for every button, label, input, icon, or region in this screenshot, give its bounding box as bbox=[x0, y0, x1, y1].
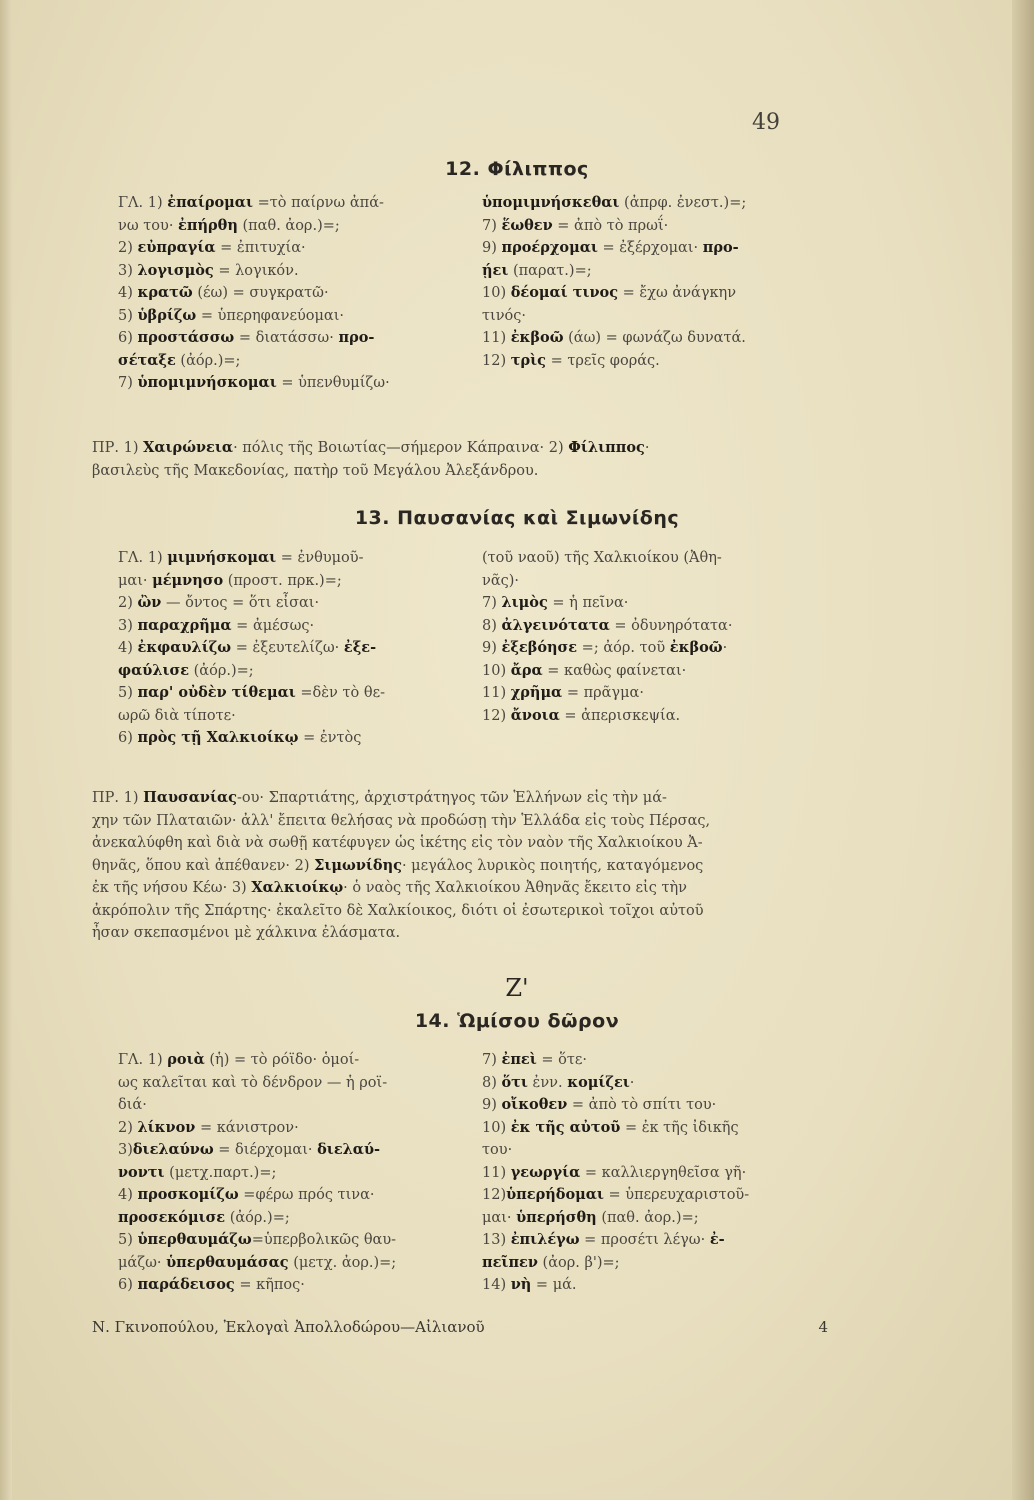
text-line: 2) ὢν — ὄντος = ὅτι εἶσαι· bbox=[118, 594, 320, 611]
text-line: βασιλεὺς τῆς Μακεδονίας, πατὴρ τοῦ Μεγάλου Ἀλεξάνδρου. bbox=[92, 462, 539, 479]
text-line: ΓΛ. 1) μιμνήσκομαι = ἐνθυμοῦ- bbox=[118, 549, 364, 566]
text-line: 13) ἐπιλέγω = προσέτι λέγω· ἐ- bbox=[482, 1231, 725, 1248]
text-line: σέταξε (ἀόρ.)=; bbox=[118, 351, 241, 369]
page-footer bbox=[92, 1318, 828, 1336]
text-line: 5) ὑβρίζω = ὑπερηφανεύομαι· bbox=[118, 306, 345, 324]
text-line: νω του· ἐπήρθη (παθ. ἀορ.)=; bbox=[118, 216, 340, 234]
section-14-right-column bbox=[482, 1049, 828, 1297]
text-line: 3) παραχρῆμα = ἀμέσως· bbox=[118, 616, 315, 634]
text-line: 11) γεωργία = καλλιεργηθεῖσα γῆ· bbox=[482, 1163, 747, 1181]
text-line: ωρῶ διὰ τίποτε· bbox=[118, 707, 236, 724]
text-line: 5) παρ' οὐδὲν τίθεμαι =δὲν τὸ θε- bbox=[118, 684, 385, 701]
text-line: 8) ὅτι ἐνν. κομίζει· bbox=[482, 1073, 635, 1091]
chapter-mark: Ζ' bbox=[505, 974, 529, 1002]
section-13-notes bbox=[92, 787, 828, 945]
text-line: 12)ὑπερήδομαι = ὑπερευχαριστοῦ- bbox=[482, 1186, 750, 1203]
footer-text: Ν. Γκινοπούλου, Ἐκλογαὶ Ἀπολλοδώρου—Αἰλιανοῦ bbox=[92, 1318, 485, 1336]
section-12-notes bbox=[92, 437, 828, 482]
text-line: 7) λιμὸς = ἡ πεῖνα· bbox=[482, 594, 629, 611]
text-line: 10) ἄρα = καθὼς φαίνεται· bbox=[482, 661, 687, 679]
text-line: 6) πρὸς τῇ Χαλκιοίκῳ = ἐντὸς bbox=[118, 729, 362, 746]
section-12-right-column bbox=[482, 192, 828, 372]
text-line: 4) κρατῶ (έω) = συγκρατῶ· bbox=[118, 284, 329, 301]
footer-signature: 4 bbox=[818, 1318, 828, 1336]
text-line: του· bbox=[482, 1142, 513, 1158]
text-line: 7) ἐπεὶ = ὅτε· bbox=[482, 1051, 588, 1068]
text-line: ΠΡ. 1) Παυσανίας-ου· Σπαρτιάτης, ἀρχιστράτηγος τῶν Ἑλλήνων εἰς τὴν μά- bbox=[92, 789, 667, 806]
text-line: 12) ἄνοια = ἀπερισκεψία. bbox=[482, 706, 681, 724]
section-12-title: 12. Φίλιππος bbox=[445, 158, 589, 180]
section-14-left-column bbox=[118, 1049, 456, 1297]
text-line: 7) ἕωθεν = ἀπὸ τὸ πρωΐ· bbox=[482, 216, 669, 234]
text-line: τινός· bbox=[482, 307, 526, 324]
text-line: 4) ἐκφαυλίζω = ἐξευτελίζω· ἐξε- bbox=[118, 639, 377, 656]
text-line: 7) ὑπομιμνήσκομαι = ὑπενθυμίζω· bbox=[118, 374, 390, 391]
text-line: 9) προέρχομαι = ἐξέρχομαι· προ- bbox=[482, 239, 739, 256]
text-line: πεῖπεν (ἀορ. β')=; bbox=[482, 1253, 620, 1271]
text-line: μαι· ὑπερήσθη (παθ. ἀορ.)=; bbox=[482, 1208, 699, 1226]
text-line: διά· bbox=[118, 1097, 147, 1113]
text-line: ἐκ τῆς νήσου Κέω· 3) Χαλκιοίκῳ· ὁ ναὸς τῆς Χαλκιοίκου Ἀθηνᾶς ἔκειτο εἰς τὴν bbox=[92, 879, 687, 896]
text-line: μάζω· ὑπερθαυμάσας (μετχ. ἀορ.)=; bbox=[118, 1253, 397, 1271]
text-line: 6) παράδεισος = κῆπος· bbox=[118, 1276, 305, 1293]
page-right-edge bbox=[1012, 0, 1034, 1500]
text-line: 3)διελαύνω = διέρχομαι· διελαύ- bbox=[118, 1141, 381, 1158]
text-line: ἀνεκαλύφθη καὶ διὰ νὰ σωθῇ κατέφυγεν ὡς ἱκέτης εἰς τὸν ναὸν τῆς Χαλκιοίκου Ἀ- bbox=[92, 835, 703, 851]
text-line: ἦσαν σκεπασμένοι μὲ χάλκινα ἐλάσματα. bbox=[92, 925, 401, 941]
text-line: 10) δέομαί τινος = ἔχω ἀνάγκην bbox=[482, 284, 737, 301]
text-line: ΓΛ. 1) ἐπαίρομαι =τὸ παίρνω ἀπά- bbox=[118, 194, 384, 211]
page-left-edge bbox=[0, 0, 12, 1500]
text-line: 3) λογισμὸς = λογικόν. bbox=[118, 261, 299, 279]
text-line: 4) προσκομίζω =φέρω πρός τινα· bbox=[118, 1186, 375, 1203]
section-13-title: 13. Παυσανίας καὶ Σιμωνίδης bbox=[354, 507, 680, 529]
text-line: 5) ὑπερθαυμάζω=ὑπερβολικῶς θαυ- bbox=[118, 1231, 397, 1248]
text-line: (τοῦ ναοῦ) τῆς Χαλκιοίκου (Ἀθη- bbox=[482, 550, 722, 566]
section-12-left-column bbox=[118, 192, 456, 395]
text-line: νοντι (μετχ.παρτ.)=; bbox=[118, 1163, 277, 1181]
section-13-right-column bbox=[482, 547, 828, 727]
text-line: ὑπομιμνήσκεθαι (ἀπρφ. ἐνεστ.)=; bbox=[482, 194, 747, 211]
text-line: 6) προστάσσω = διατάσσω· προ- bbox=[118, 329, 375, 346]
section-13-left-column bbox=[118, 547, 456, 750]
text-line: 11) ἐκβοῶ (άω) = φωνάζω δυνατά. bbox=[482, 329, 746, 346]
text-line: θηνᾶς, ὅπου καὶ ἀπέθανεν· 2) Σιμωνίδης· μεγάλος λυρικὸς ποιητής, καταγόμενος bbox=[92, 856, 704, 874]
text-line: 12) τρὶς = τρεῖς φοράς. bbox=[482, 351, 660, 369]
text-line: νᾶς)· bbox=[482, 572, 519, 589]
text-line: 8) ἀλγεινότατα = ὀδυνηρότατα· bbox=[482, 616, 733, 634]
text-line: 14) νὴ = μά. bbox=[482, 1276, 577, 1293]
section-14-title: 14. Ὡμίσου δῶρον bbox=[414, 1010, 620, 1032]
text-line: φαύλισε (ἀόρ.)=; bbox=[118, 661, 254, 679]
text-line: ΠΡ. 1) Χαιρώνεια· πόλις τῆς Βοιωτίας—σήμερον Κάπραινα· 2) Φίλιππος· bbox=[92, 439, 650, 456]
text-line: ῄει (παρατ.)=; bbox=[482, 261, 592, 279]
text-line: 2) εὐπραγία = ἐπιτυχία· bbox=[118, 239, 306, 256]
page-number: 49 bbox=[752, 110, 780, 135]
text-line: ΓΛ. 1) ροιὰ (ἡ) = τὸ ρόϊδο· ὁμοί- bbox=[118, 1051, 360, 1068]
text-line: 2) λίκνον = κάνιστρον· bbox=[118, 1118, 299, 1136]
text-line: προσεκόμισε (ἀόρ.)=; bbox=[118, 1208, 290, 1226]
text-line: 11) χρῆμα = πρᾶγμα· bbox=[482, 684, 644, 701]
text-line: 9) ἐξεβόησε =; ἀόρ. τοῦ ἐκβοῶ· bbox=[482, 639, 728, 656]
text-line: 10) ἐκ τῆς αὐτοῦ = ἐκ τῆς ἰδικῆς bbox=[482, 1118, 739, 1136]
text-line: χην τῶν Πλαταιῶν· ἀλλ' ἔπειτα θελήσας νὰ προδώσῃ τὴν Ἑλλάδα εἰς τοὺς Πέρσας, bbox=[92, 812, 711, 829]
text-line: 9) οἴκοθεν = ἀπὸ τὸ σπίτι του· bbox=[482, 1096, 717, 1113]
text-line: μαι· μέμνησο (προστ. πρκ.)=; bbox=[118, 571, 342, 589]
text-line: ως καλεῖται καὶ τὸ δένδρον — ἡ ροϊ- bbox=[118, 1074, 388, 1091]
text-line: ἀκρόπολιν τῆς Σπάρτης· ἐκαλεῖτο δὲ Χαλκίοικος, διότι οἱ ἐσωτερικοὶ τοῖχοι αὐτοῦ bbox=[92, 902, 704, 919]
